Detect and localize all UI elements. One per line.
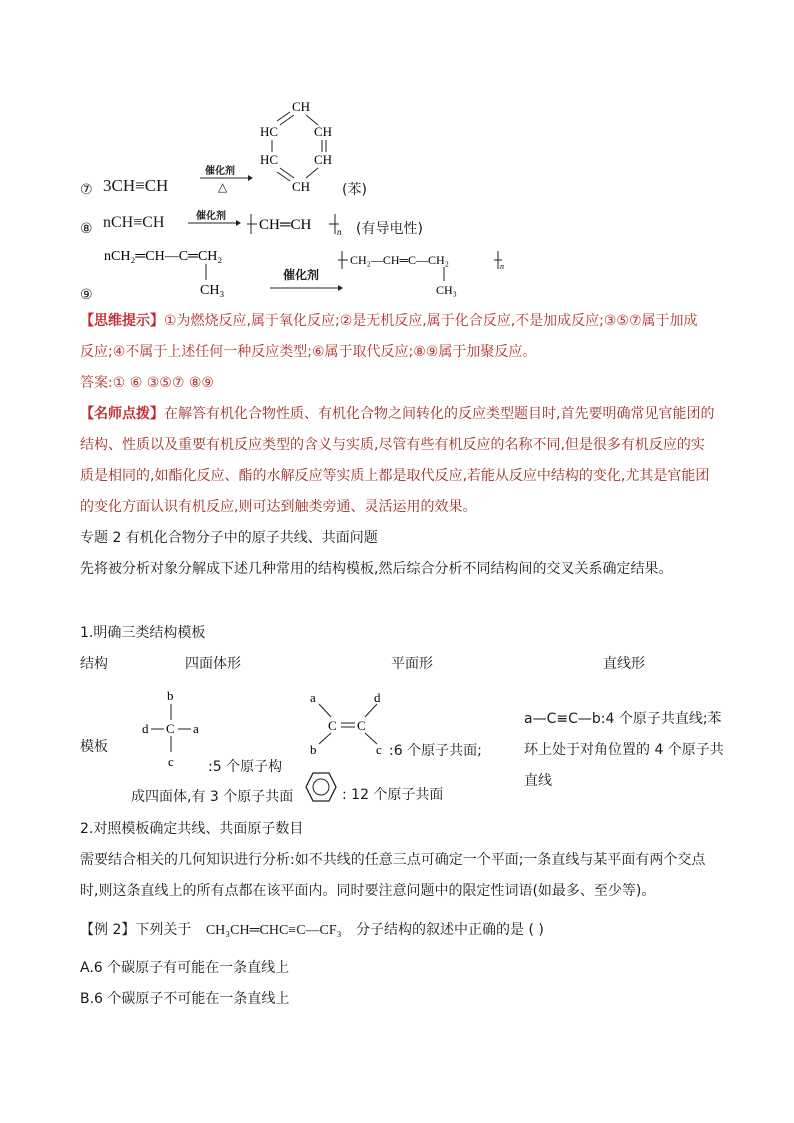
ethene-atom-a: a: [310, 690, 316, 705]
reaction-9-product-branch: CH₃: [436, 283, 457, 297]
reaction-7-reactant: 3CH≡CH: [103, 176, 169, 195]
linear-description-1: a—C≡C—b:4 个原子共直线;苯: [524, 711, 722, 727]
answer-line: [80, 368, 720, 399]
teacher-line-1: 在解答有机化合物性质、有机化合物之间转化的反应类型题目时,首先要明确常见官能团的: [164, 406, 715, 422]
reaction-9-catalyst: 催化剂: [283, 268, 320, 282]
option-a: A.6 个碳原子有可能在一条直线上: [80, 960, 290, 976]
tetra-description-1: :5 个原子构: [208, 759, 283, 775]
reaction-8-product: [247, 210, 359, 238]
linear-description-3: 直线: [524, 773, 552, 789]
teacher-line-4: 的变化方面认识有机反应,则可达到触类旁通、灵活运用的效果。: [80, 499, 477, 515]
reaction-7-catalyst: 催化剂: [205, 166, 235, 177]
teacher-label: 【名师点拨】: [80, 406, 164, 422]
answer-text: 答案:① ⑥ ③⑤⑦ ⑧⑨: [80, 375, 214, 391]
ethene-atom-b: b: [310, 742, 317, 757]
ring-atom-upper-left: HC: [260, 124, 279, 139]
reaction-9-subscript-n: n: [500, 262, 504, 271]
tetra-description-2: 成四面体,有 3 个原子共面: [131, 789, 294, 805]
benzene-description: : 12 个原子共面: [342, 787, 444, 803]
ring-atom-upper-right: CH: [314, 124, 333, 139]
tetra-atom-d: d: [142, 721, 149, 736]
reaction-8-arrow: [186, 217, 242, 229]
step-2-line-1: 需要结合相关的几何知识进行分析:如不共线的任意三点可确定一个平面;一条直线与某平面有两个交点: [80, 852, 706, 868]
reaction-8-number: ⑧: [80, 221, 93, 237]
tetra-atom-b: b: [167, 688, 174, 703]
table-header-tetrahedral: 四面体形: [185, 656, 241, 672]
ethene-atom-c-right: C: [357, 718, 366, 733]
step-2-line-2: 时,则这条直线上的所有点都在该平面内。同时要注意问题中的限定性词语(如最多、至少等)。: [80, 883, 656, 899]
ring-atom-top: CH: [292, 99, 311, 114]
benzene-ring-structure: [250, 96, 350, 200]
reaction-9-product-formula: CH₂—CH═C—CH₂: [350, 253, 449, 267]
table-header-linear: 直线形: [603, 656, 645, 672]
reaction-8-catalyst: 催化剂: [196, 211, 226, 222]
ring-atom-lower-right: CH: [314, 152, 333, 167]
reaction-9-product: [338, 245, 518, 301]
example-2-formula: CH₃CH═CHC≡C—CF₃: [205, 923, 342, 938]
reaction-7-note: (苯): [342, 182, 367, 198]
tetra-atom-c: c: [168, 754, 174, 769]
table-header-structure: 结构: [80, 656, 108, 672]
teacher-note: [80, 399, 720, 523]
example-2-post: 分子结构的叙述中正确的是 ( ): [356, 922, 544, 938]
reaction-8-note: (有导电性): [356, 221, 423, 237]
example-2-label: 【例 2】: [80, 922, 136, 938]
reaction-8-subscript-n: n: [337, 227, 342, 237]
reaction-9-reactant-formula: nCH₂═CH—C═CH₂: [104, 249, 223, 264]
teacher-line-3: 质是相同的,如酯化反应、酯的水解反应等实质上都是取代反应,若能从反应中结构的变化,尤其是官能团: [80, 468, 710, 484]
tetra-atom-c-center: C: [166, 721, 175, 736]
hint-label: 【思维提示】: [80, 313, 164, 329]
benzene-icon: [304, 771, 338, 803]
ethene-atom-c: c: [376, 742, 382, 757]
reaction-7-condition: △: [218, 180, 228, 194]
tetrahedral-template: [138, 686, 208, 772]
ethene-atom-d: d: [374, 690, 381, 705]
topic-2-title: 专题 2 有机化合物分子中的原子共线、共面问题: [80, 530, 378, 546]
thinking-hint: [80, 306, 720, 368]
topic-2-intro: 先将被分析对象分解成下述几种常用的结构模板,然后综合分析不同结构间的交叉关系确定结果。: [80, 561, 673, 577]
ethene-description: :6 个原子共面;: [389, 743, 482, 759]
example-2-question: [80, 920, 544, 941]
ring-atom-bottom: CH: [292, 179, 311, 194]
linear-template: [524, 704, 724, 797]
step-2-section: [80, 814, 720, 907]
reaction-9-arrow: [268, 282, 344, 294]
topic-2-header: [80, 523, 720, 585]
example-2-pre: 下列关于: [135, 922, 192, 938]
ethene-template: [306, 686, 392, 758]
option-b: B.6 个碳原子不可能在一条直线上: [80, 991, 290, 1007]
reaction-9-number: ⑨: [80, 287, 93, 303]
ring-atom-lower-left: HC: [260, 152, 279, 167]
reaction-9-reactant: [100, 244, 270, 300]
hint-line-1: ①为燃烧反应,属于氧化反应;②是无机反应,属于化合反应,不是加成反应;③⑤⑦属于加成: [164, 313, 698, 329]
reaction-8-product-formula: CH═CH: [259, 217, 312, 233]
step-2-heading: 2.对照模板确定共线、共面原子数目: [80, 821, 304, 837]
reaction-7-number: ⑦: [80, 182, 93, 198]
tetra-atom-a: a: [193, 721, 199, 736]
step-1-heading: 1.明确三类结构模板: [80, 625, 206, 641]
hint-line-2: 反应;④不属于上述任何一种反应类型;⑥属于取代反应;⑧⑨属于加聚反应。: [80, 344, 537, 360]
linear-description-2: 环上处于对角位置的 4 个原子共: [524, 742, 724, 758]
table-row-template: 模板: [80, 739, 108, 755]
reaction-8-reactant: nCH≡CH: [103, 214, 165, 231]
ethene-atom-c-left: C: [328, 718, 337, 733]
table-header-planar: 平面形: [391, 656, 433, 672]
teacher-line-2: 结构、性质以及重要有机反应类型的含义与实质,尽管有些有机反应的名称不同,但是很多有机反应的实: [80, 437, 705, 453]
reaction-9-reactant-branch: CH₃: [200, 283, 225, 298]
